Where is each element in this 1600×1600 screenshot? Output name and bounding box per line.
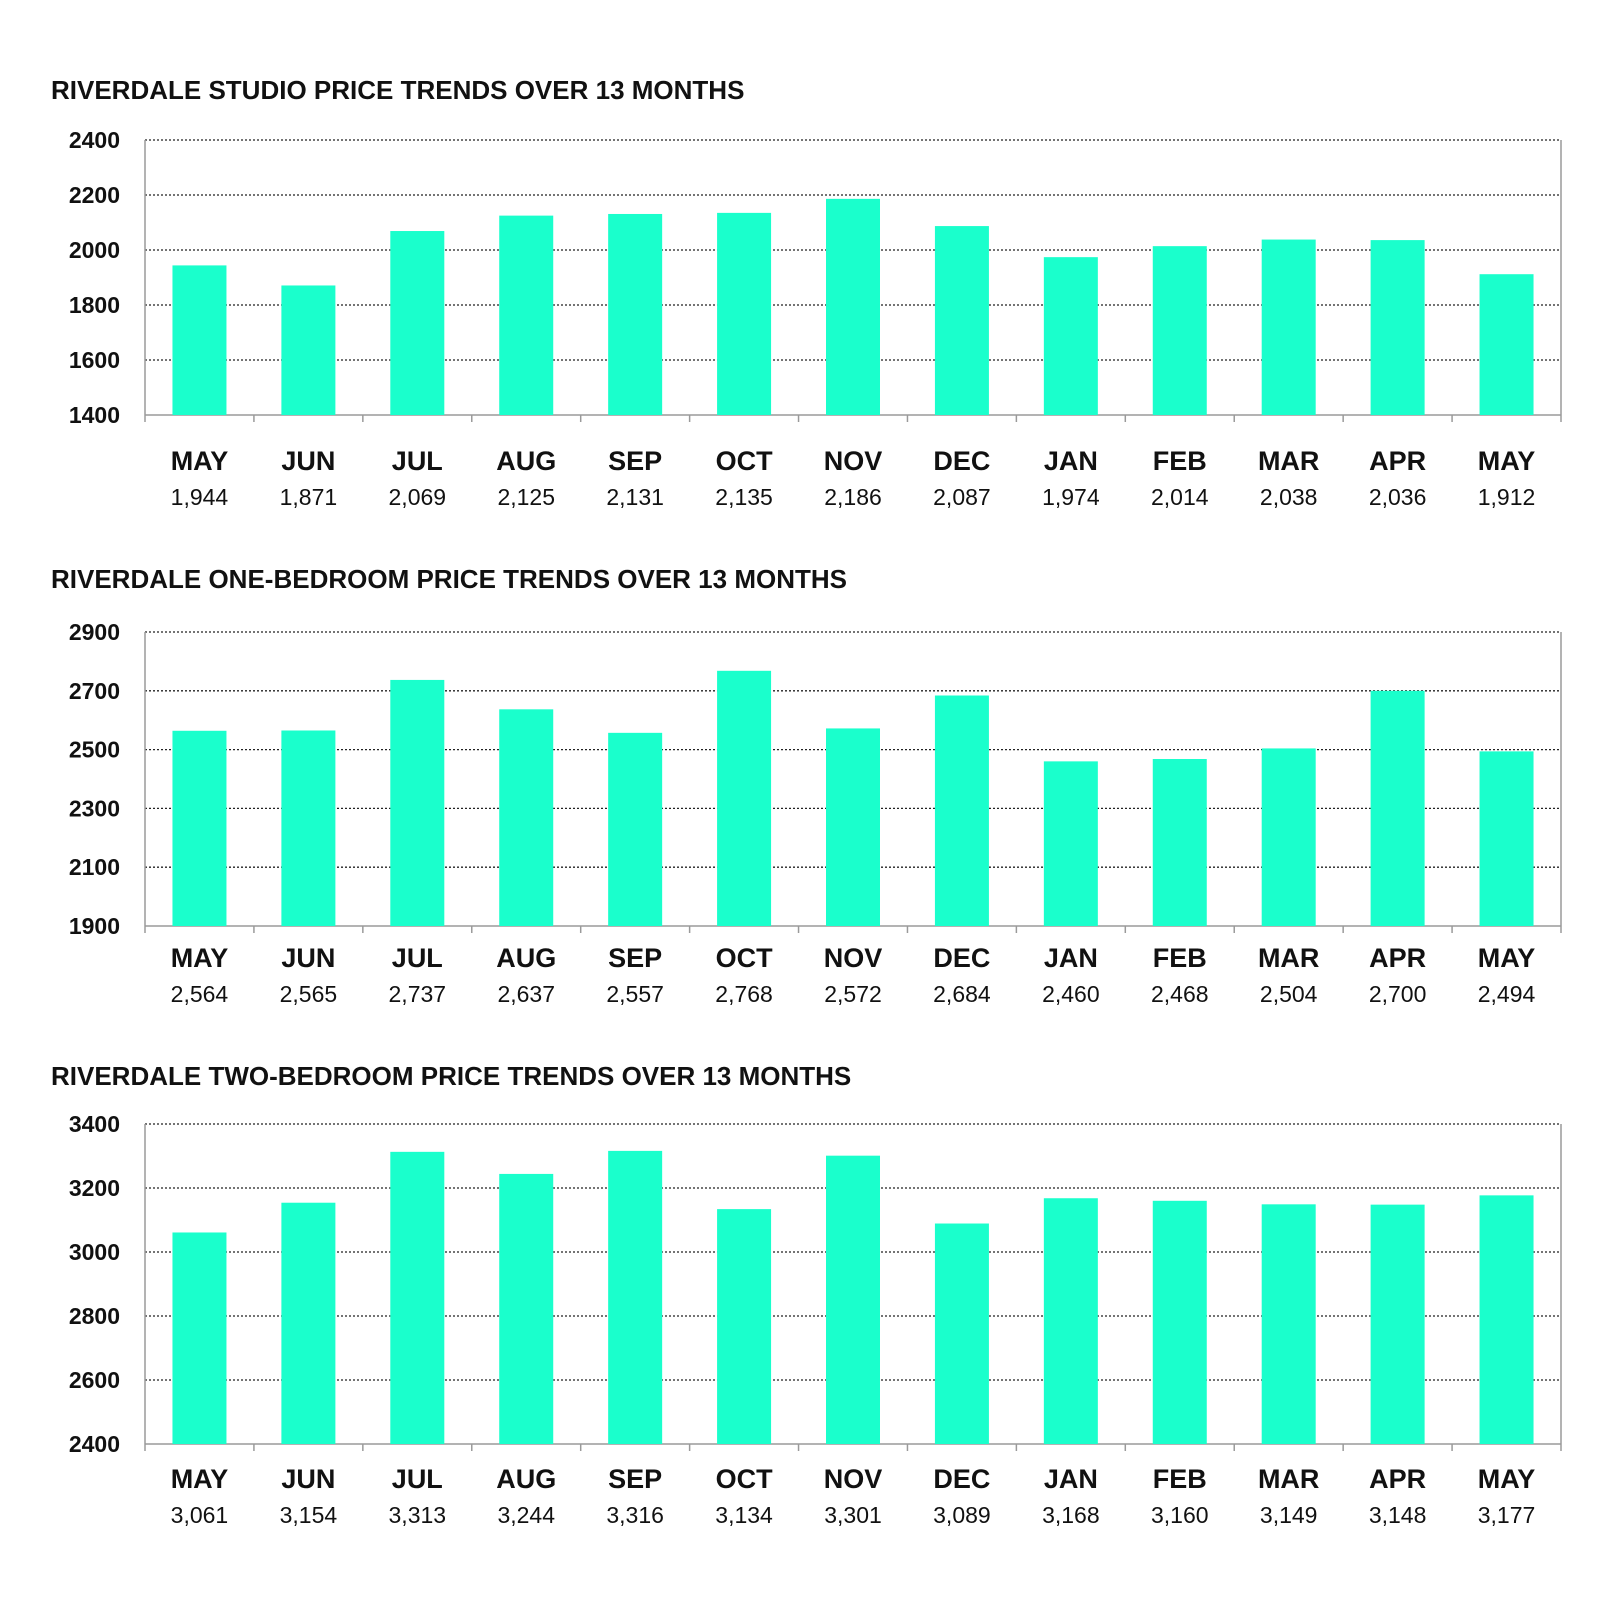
bar — [935, 696, 989, 926]
value-label: 3,244 — [497, 1502, 556, 1528]
chart-title: RIVERDALE ONE-BEDROOM PRICE TRENDS OVER 13 MONTHS — [51, 564, 847, 594]
bar — [1371, 1205, 1425, 1444]
bar — [717, 213, 771, 415]
month-label: MAY — [170, 446, 229, 476]
value-label: 2,125 — [497, 484, 556, 510]
month-label: FEB — [1152, 446, 1207, 476]
chart-title: RIVERDALE TWO-BEDROOM PRICE TRENDS OVER 13 MONTHS — [51, 1061, 852, 1091]
value-label: 3,177 — [1477, 1502, 1536, 1528]
month-label: DEC — [933, 446, 991, 476]
month-label: SEP — [608, 943, 663, 973]
bar — [499, 216, 553, 415]
month-label: OCT — [715, 446, 773, 476]
value-label: 1,871 — [279, 484, 338, 510]
y-tick-label: 2900 — [68, 619, 120, 645]
value-label: 2,468 — [1150, 981, 1209, 1007]
value-label: 2,038 — [1259, 484, 1318, 510]
bar — [826, 1156, 880, 1444]
y-tick-label: 2000 — [68, 237, 120, 263]
month-label: JAN — [1043, 446, 1098, 476]
month-label: MAY — [1477, 1464, 1536, 1494]
value-label: 2,737 — [388, 981, 447, 1007]
month-label: NOV — [823, 943, 883, 973]
value-label: 1,974 — [1042, 484, 1100, 510]
month-label: JUL — [391, 446, 443, 476]
month-label: DEC — [933, 1464, 991, 1494]
value-label: 2,131 — [606, 484, 664, 510]
value-label: 1,912 — [1477, 484, 1536, 510]
bar — [1262, 240, 1316, 415]
y-tick-label: 2300 — [68, 795, 120, 822]
value-label: 2,186 — [824, 484, 882, 510]
bar — [826, 199, 880, 415]
month-label: AUG — [496, 943, 557, 973]
value-label: 2,564 — [170, 981, 229, 1007]
value-label: 3,148 — [1368, 1502, 1427, 1528]
bar — [935, 1224, 989, 1444]
bar — [1044, 1198, 1098, 1444]
month-label: MAY — [1477, 446, 1536, 476]
value-label: 3,316 — [606, 1502, 664, 1528]
value-label: 3,134 — [715, 1502, 773, 1528]
bar — [281, 285, 335, 415]
month-label: JUN — [281, 1464, 336, 1494]
value-label: 2,494 — [1477, 981, 1536, 1007]
bar — [499, 1174, 553, 1444]
value-label: 3,301 — [824, 1502, 882, 1528]
bar — [281, 1203, 335, 1444]
month-label: JAN — [1043, 1464, 1098, 1494]
bar — [826, 728, 880, 926]
month-label: FEB — [1152, 1464, 1207, 1494]
month-label: JUL — [391, 1464, 443, 1494]
y-tick-label: 2400 — [68, 127, 120, 153]
bar — [281, 730, 335, 926]
bar — [1480, 274, 1534, 415]
bar — [172, 1232, 226, 1444]
month-label: MAR — [1257, 1464, 1320, 1494]
y-tick-label: 3400 — [68, 1111, 120, 1137]
bar — [1262, 1204, 1316, 1444]
month-label: OCT — [715, 1464, 773, 1494]
value-label: 3,089 — [933, 1502, 991, 1528]
value-label: 2,637 — [497, 981, 556, 1007]
value-label: 2,768 — [715, 981, 773, 1007]
bar — [390, 680, 444, 926]
value-label: 3,061 — [170, 1502, 229, 1528]
month-label: NOV — [823, 446, 883, 476]
bar — [1480, 751, 1534, 926]
bar — [1371, 240, 1425, 415]
month-label: APR — [1369, 1464, 1427, 1494]
bar — [1153, 759, 1207, 926]
y-tick-label: 2400 — [68, 1431, 120, 1457]
month-label: SEP — [608, 446, 663, 476]
bar — [1044, 257, 1098, 415]
value-label: 2,700 — [1368, 981, 1427, 1007]
value-label: 3,313 — [388, 1502, 447, 1528]
month-label: MAY — [170, 1464, 229, 1494]
value-label: 3,168 — [1042, 1502, 1100, 1528]
bar — [1044, 761, 1098, 926]
y-tick-label: 1800 — [68, 292, 120, 318]
bar — [935, 226, 989, 415]
month-label: DEC — [933, 943, 991, 973]
value-label: 2,684 — [933, 981, 991, 1007]
bar — [172, 731, 226, 926]
bar — [390, 1152, 444, 1444]
bar — [1262, 748, 1316, 926]
y-tick-label: 1600 — [68, 347, 120, 373]
bar — [608, 214, 662, 415]
value-label: 1,944 — [170, 484, 229, 510]
y-tick-label: 2600 — [68, 1367, 120, 1393]
month-label: APR — [1369, 446, 1427, 476]
bar — [1371, 691, 1425, 926]
month-label: JAN — [1043, 943, 1098, 973]
month-label: NOV — [823, 1464, 883, 1494]
month-label: JUN — [281, 446, 336, 476]
value-label: 2,135 — [715, 484, 773, 510]
bar — [1153, 246, 1207, 415]
month-label: MAR — [1257, 446, 1320, 476]
y-tick-label: 2100 — [68, 854, 120, 881]
month-label: MAY — [170, 943, 229, 973]
bar — [1480, 1195, 1534, 1444]
month-label: FEB — [1152, 943, 1207, 973]
y-tick-label: 1900 — [68, 913, 120, 939]
bar — [390, 231, 444, 415]
month-label: MAY — [1477, 943, 1536, 973]
value-label: 3,160 — [1150, 1502, 1209, 1528]
bar — [172, 265, 226, 415]
value-label: 2,014 — [1150, 484, 1209, 510]
value-label: 2,460 — [1042, 981, 1100, 1007]
month-label: JUN — [281, 943, 336, 973]
month-label: AUG — [496, 1464, 557, 1494]
month-label: APR — [1369, 943, 1427, 973]
value-label: 2,572 — [824, 981, 882, 1007]
month-label: OCT — [715, 943, 773, 973]
bar — [1153, 1201, 1207, 1444]
month-label: JUL — [391, 943, 443, 973]
y-tick-label: 2500 — [68, 736, 120, 763]
y-tick-label: 1400 — [68, 402, 120, 428]
value-label: 2,036 — [1368, 484, 1427, 510]
bar — [608, 1151, 662, 1444]
value-label: 2,557 — [606, 981, 664, 1007]
y-tick-label: 3200 — [68, 1175, 120, 1201]
bar — [717, 671, 771, 926]
chart-title: RIVERDALE STUDIO PRICE TRENDS OVER 13 MONTHS — [51, 75, 745, 105]
y-tick-label: 3000 — [68, 1239, 120, 1265]
y-tick-label: 2800 — [68, 1303, 120, 1329]
value-label: 2,504 — [1259, 981, 1318, 1007]
value-label: 3,154 — [279, 1502, 338, 1528]
value-label: 2,565 — [279, 981, 338, 1007]
bar — [608, 733, 662, 926]
value-label: 3,149 — [1259, 1502, 1318, 1528]
month-label: MAR — [1257, 943, 1320, 973]
y-tick-label: 2700 — [68, 677, 120, 704]
month-label: SEP — [608, 1464, 663, 1494]
month-label: AUG — [496, 446, 557, 476]
bar — [499, 709, 553, 926]
value-label: 2,069 — [388, 484, 447, 510]
y-tick-label: 2200 — [68, 182, 120, 208]
value-label: 2,087 — [933, 484, 991, 510]
bar — [717, 1209, 771, 1444]
